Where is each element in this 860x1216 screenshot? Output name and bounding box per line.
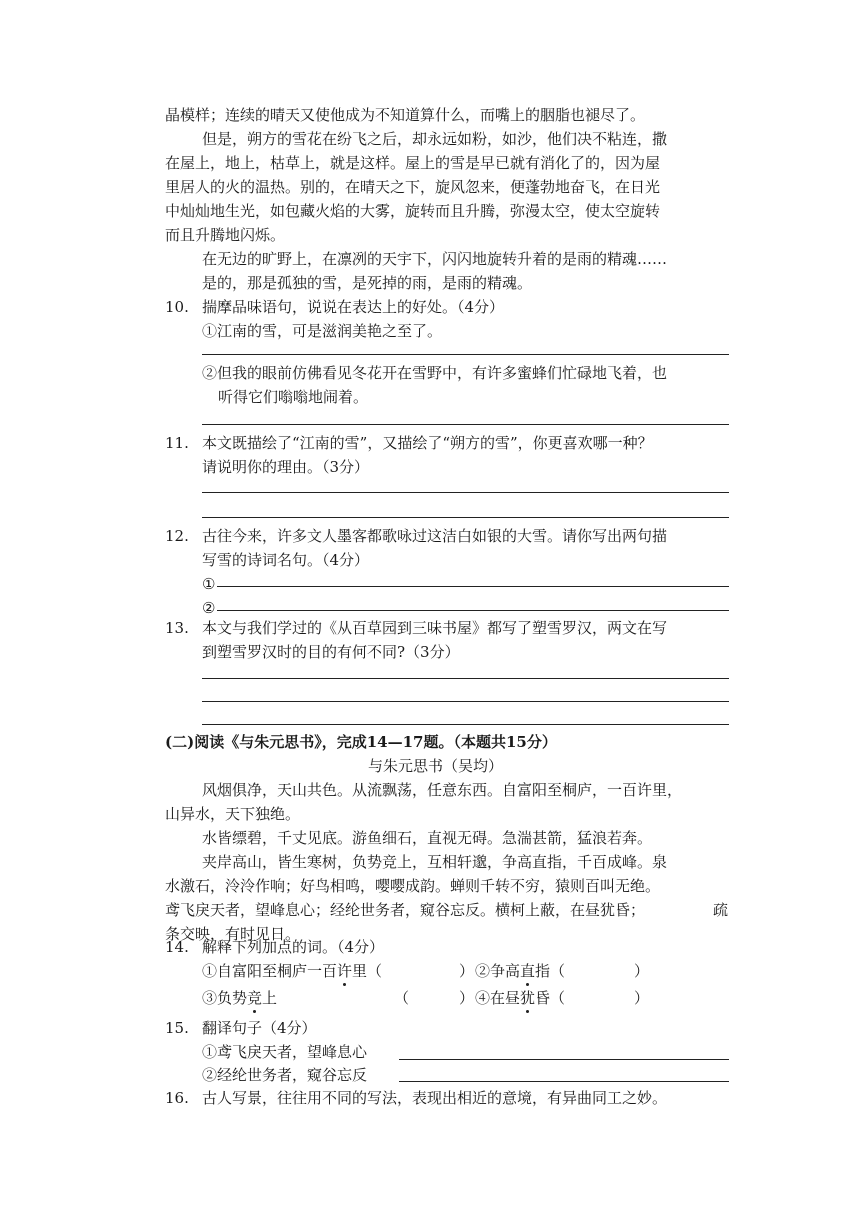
vocab-item-3	[202, 987, 277, 1009]
passage-line: 在无边的旷野上，在凛冽的天宇下，闪闪地旋转升着的是雨的精魂……	[202, 250, 668, 268]
question-stem: 请说明你的理由。（3分）	[202, 458, 370, 476]
answer-line[interactable]	[217, 610, 729, 611]
vocab-text: 指（	[535, 962, 566, 980]
passage-line: 在屋上，地上，枯草上，就是这样。屋上的雪是早已就有消化了的，因为屋	[165, 154, 661, 172]
answer-line[interactable]	[399, 1059, 729, 1060]
vocab-item-1	[202, 960, 382, 982]
article-line: 水激石，泠泠作响；好鸟相鸣，嘤嘤成韵。蝉则千转不穷，猿则百叫无绝。	[165, 877, 661, 895]
answer-line[interactable]	[202, 354, 729, 355]
question-stem: 到塑雪罗汉时的目的有何不同?（3分）	[202, 643, 460, 661]
vocab-text: 上	[262, 989, 278, 1007]
passage-line: 而且升腾地闪烁。	[165, 226, 286, 244]
question-number: 13.	[165, 619, 189, 637]
answer-line[interactable]	[202, 724, 729, 725]
passage-line: 里居人的火的温热。别的，在晴天之下，旋风忽来，便蓬勃地奋飞，在日光	[165, 178, 661, 196]
vocab-text: 昏（	[535, 989, 566, 1007]
vocab-text: ①自富阳至桐庐一百	[202, 962, 338, 980]
question-sentence: ②但我的眼前仿佛看见冬花开在雪野中，有许多蜜蜂们忙碌地飞着，也	[202, 364, 668, 382]
vocab-item-2	[475, 960, 565, 982]
answer-marker: ②	[202, 599, 216, 617]
article-line: 疏	[713, 901, 729, 919]
dotted-word: 直	[520, 962, 536, 980]
article-line: 鸢飞戾天者，望峰息心；经纶世务者，窥谷忘反。横柯上蔽，在昼犹昏；	[165, 901, 646, 919]
answer-line[interactable]	[202, 492, 729, 493]
answer-line[interactable]	[202, 424, 729, 425]
vocab-text: ③负势	[202, 989, 248, 1007]
question-stem: 翻译句子（4分）	[202, 1019, 317, 1037]
question-stem: 写雪的诗词名句。（4分）	[202, 551, 370, 569]
dotted-word: 许	[337, 962, 353, 980]
answer-line[interactable]	[202, 678, 729, 679]
article-line: 风烟俱净，天山共色。从流飘荡，任意东西。自富阳至桐庐，一百许里，	[202, 781, 683, 799]
question-stem: 古往今来，许多文人墨客都歌咏过这洁白如银的大雪。请你写出两句描	[202, 527, 668, 545]
question-number: 15.	[165, 1019, 189, 1037]
vocab-text: ②争高	[475, 962, 521, 980]
translate-sentence: ①鸢飞戾天者，望峰息心	[202, 1043, 368, 1061]
question-stem: 解释下列加点的词。（4分）	[202, 938, 385, 956]
answer-line[interactable]	[202, 517, 729, 518]
article-line: 夹岸高山，皆生寒树，负势竞上，互相轩邈，争高直指，千百成峰。泉	[202, 853, 668, 871]
article-line: 山异水，天下独绝。	[165, 805, 301, 823]
passage-line: 晶模样；连续的晴天又使他成为不知道算什么，而嘴上的胭脂也褪尽了。	[165, 106, 646, 124]
question-stem: 本文既描绘了“江南的雪”，又描绘了“朔方的雪”，你更喜欢哪一种？	[202, 434, 653, 452]
dotted-word: 犹	[520, 989, 536, 1007]
answer-marker: ①	[202, 575, 216, 593]
question-stem: 本文与我们学过的《从百草园到三味书屋》都写了塑雪罗汉，两文在写	[202, 619, 668, 637]
vocab-item-4	[475, 987, 565, 1009]
passage-line: 中灿灿地生光，如包藏火焰的大雾，旋转而且升腾，弥漫太空，使太空旋转	[165, 202, 661, 220]
question-number: 14.	[165, 938, 189, 956]
answer-line[interactable]	[202, 701, 729, 702]
question-sentence: 听得它们嗡嗡地闹着。	[218, 388, 369, 406]
passage-line: 但是，朔方的雪花在纷飞之后，却永远如粉，如沙，他们决不粘连，撒	[202, 130, 668, 148]
question-number: 16.	[165, 1089, 189, 1107]
article-line: 水皆缥碧，千丈见底。游鱼细石，直视无碍。急湍甚箭，猛浪若奔。	[202, 829, 653, 847]
question-stem: 古人写景，往往用不同的写法，表现出相近的意境，有异曲同工之妙。	[202, 1089, 668, 1107]
question-stem: 揣摩品味语句，说说在表达上的好处。（4分）	[202, 298, 505, 316]
vocab-blank-open[interactable]: （	[394, 989, 410, 1007]
section-heading: (二)阅读《与朱元思书》，完成14—17题。（本题共15分）	[165, 733, 557, 751]
vocab-text: 里（	[352, 962, 383, 980]
dotted-word: 竞	[247, 989, 263, 1007]
question-number: 10.	[165, 298, 189, 316]
article-title: 与朱元思书（吴均）	[368, 757, 504, 775]
question-number: 11.	[165, 434, 189, 452]
vocab-blank-close[interactable]: ）	[634, 989, 650, 1007]
answer-line[interactable]	[399, 1081, 729, 1082]
passage-line: 是的，那是孤独的雪，是死掉的雨，是雨的精魂。	[202, 274, 533, 292]
vocab-text: ④在昼	[475, 989, 521, 1007]
vocab-blank-close[interactable]: ）	[459, 962, 475, 980]
article-line: 条交映，有时见日。	[165, 925, 301, 943]
answer-line[interactable]	[217, 586, 729, 587]
vocab-blank-close[interactable]: ）	[459, 989, 475, 1007]
vocab-blank-close[interactable]: ）	[634, 962, 650, 980]
question-sentence: ①江南的雪，可是滋润美艳之至了。	[202, 322, 443, 340]
question-number: 12.	[165, 527, 189, 545]
translate-sentence: ②经纶世务者，窥谷忘反	[202, 1066, 368, 1084]
